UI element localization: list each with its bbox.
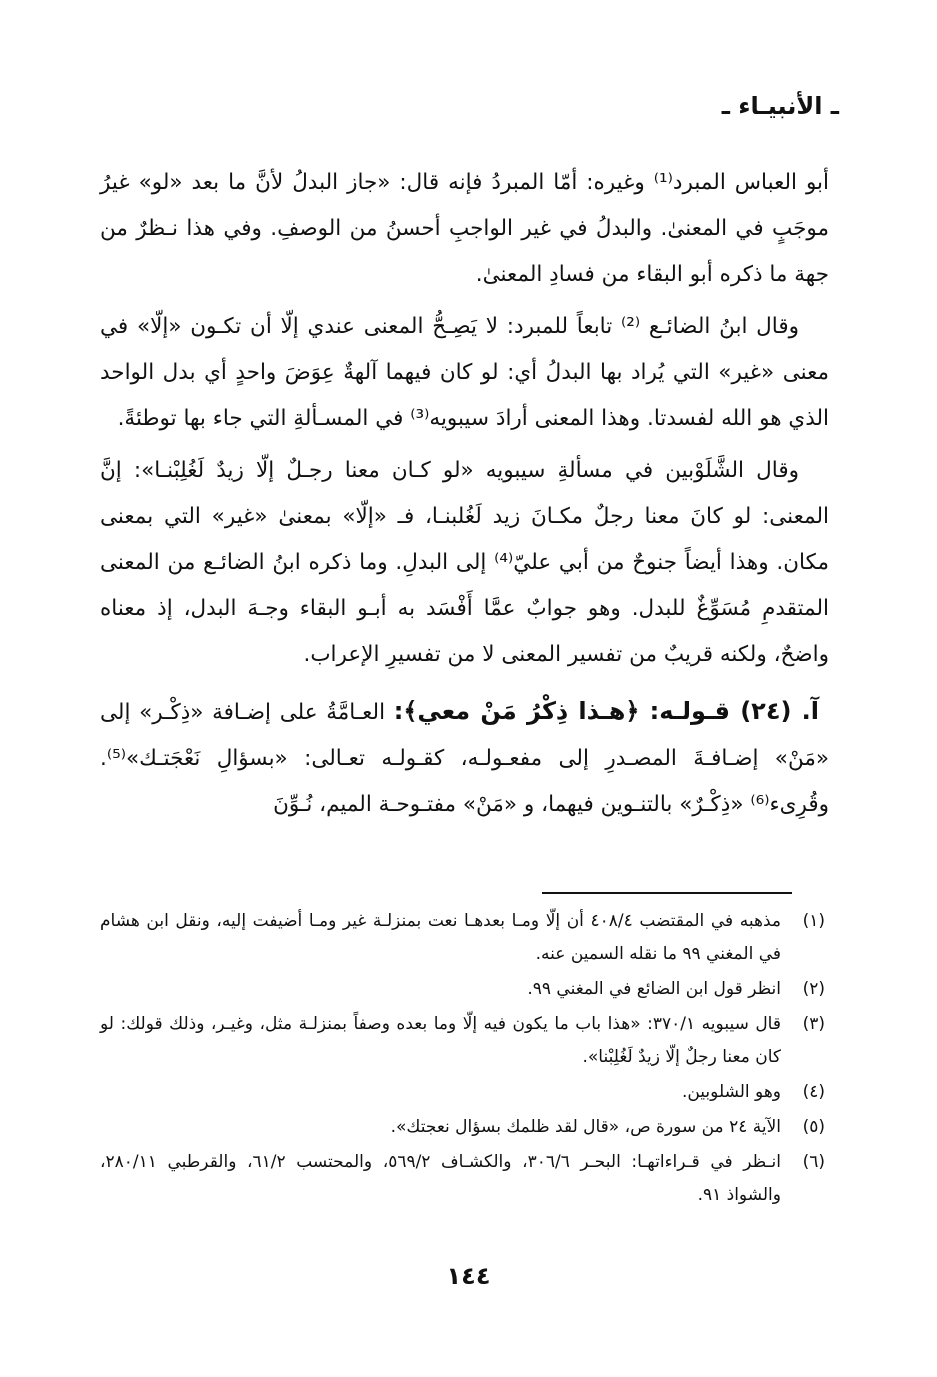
verse-commentary: العـامَّةُ على إضـافة «ذِكْـر» إلى «مَنْ» إضـافـةَ المصـدرِ إلى مفعـولـه، كقـولـه تعـالى: «بسؤالِ نَعْجَتـك»⁽⁵⁾. وقُرِىء⁽⁶⁾ «ذِكْـرٌ» بالتنـوين فيهما، و «مَنْ» مفتـوحـة الميم، نُـوِّنَ bbox=[100, 700, 829, 817]
footnote-number: (٢) bbox=[802, 979, 825, 999]
footnote-text: قال سيبويه ٣٧٠/١: «هذا باب ما يكون فيه إلّا وما بعده وصفاً بمنزلـة مثل، وغيـر، وذلك قولك: لو كان معنا رجلٌ إلّا زيدٌ لَغُلِبْنا». bbox=[100, 1014, 781, 1067]
footnote-divider bbox=[542, 892, 792, 894]
footnote bbox=[100, 905, 825, 971]
footnote bbox=[100, 1146, 825, 1212]
footnotes bbox=[100, 905, 825, 1214]
running-header bbox=[70, 86, 839, 126]
footnote-number: (٦) bbox=[802, 1152, 825, 1172]
footnote-text: انـظر في قـراءاتهـا: البحـر ٣٠٦/٦، والكشـاف ٥٦٩/٢، والمحتسب ٦١/٢، والقرطبي ٢٨٠/١١، والشواذ ٩١. bbox=[100, 1152, 782, 1205]
footnote-text: انظر قول ابن الضائع في المغني ٩٩. bbox=[527, 979, 781, 999]
footnote-number: (١) bbox=[802, 911, 825, 931]
footnote-text: وهو الشلوبين. bbox=[681, 1082, 781, 1102]
footnote-text: الآية ٢٤ من سورة ص، «قال لقد ظلمك بسؤال نعجتك». bbox=[390, 1117, 781, 1137]
footnote bbox=[100, 1076, 825, 1109]
running-title: ـ الأنبيـاء ـ bbox=[721, 92, 839, 120]
footnote-number: (٥) bbox=[802, 1117, 825, 1137]
paragraph: أبو العباس المبرد⁽¹⁾ وغيره: أمّا المبردُ فإنه قال: «جاز البدلُ لأنَّ ما بعد «لو» غيرُ موجَبٍ في المعنىٰ. والبدلُ في غير الواجبِ أحسنُ من الوصفِ. وفي هذا نـظرٌ من جهة ما ذكره أبو البقاء من فسادِ المعنىٰ. bbox=[100, 170, 830, 287]
page-number: ١٤٤ bbox=[446, 1262, 491, 1290]
paragraph: وقال الشَّلَوْبين في مسألةِ سيبويه «لو كـان معنا رجـلٌ إلّا زيدٌ لَغُلِبْنـا»: إنَّ المعنى: لو كانَ معنا رجلٌ مكـانَ زيد لَغُلبنـا، فـ «إلّا» بمعنىٰ «غير» التي بمعنى مكان. وهذا أيضاً جنوحٌ من أبي عليّ⁽⁴⁾ إلى البدلِ. وما ذكره ابنُ الضائـع من المعنى المتقدمِ مُسَوِّغٌ للبدل. وهو جوابٌ عمَّا أَفْسَد به أبـو البقاء وجـهَ البدل، إذ معناه واضحٌ، ولكنه قريبٌ من تفسير المعنى لا من تفسيرِ الإعراب. bbox=[100, 458, 829, 667]
main-text bbox=[100, 160, 829, 834]
paragraph: وقال ابنُ الضائـع ⁽²⁾ تابعاً للمبرد: لا يَصِـحُّ المعنى عندي إلّا أن تكـون «إلّا» في معنى «غير» التي يُراد بها البدلُ أي: لو كان فيهما آلهةٌ عِوَضَ واحدٍ أي بدل الواحد الذي هو الله لفسدتا. وهذا المعنى أرادَ سيبويه⁽³⁾ في المسـألةِ التي جاء بها توطئةً. bbox=[100, 314, 829, 431]
footnote bbox=[100, 1111, 825, 1144]
footnote-number: (٤) bbox=[802, 1082, 825, 1102]
footnote-text: مذهبه في المقتضب ٤٠٨/٤ أن إلّا ومـا بعدهـا نعت بمنزلـة غير ومـا أضيفت إليه، ونقل ابن هشام في المغني ٩٩ ما نقله السمين عنه. bbox=[100, 911, 781, 964]
verse-heading: آ. (٢٤) قـولـه: ﴿هـذا ذِكْرُ مَنْ معي﴾: bbox=[393, 697, 820, 725]
footnote-number: (٣) bbox=[802, 1014, 825, 1034]
footnote bbox=[100, 1008, 825, 1074]
footnote bbox=[100, 973, 825, 1006]
verse-commentary-paragraph bbox=[100, 688, 829, 828]
